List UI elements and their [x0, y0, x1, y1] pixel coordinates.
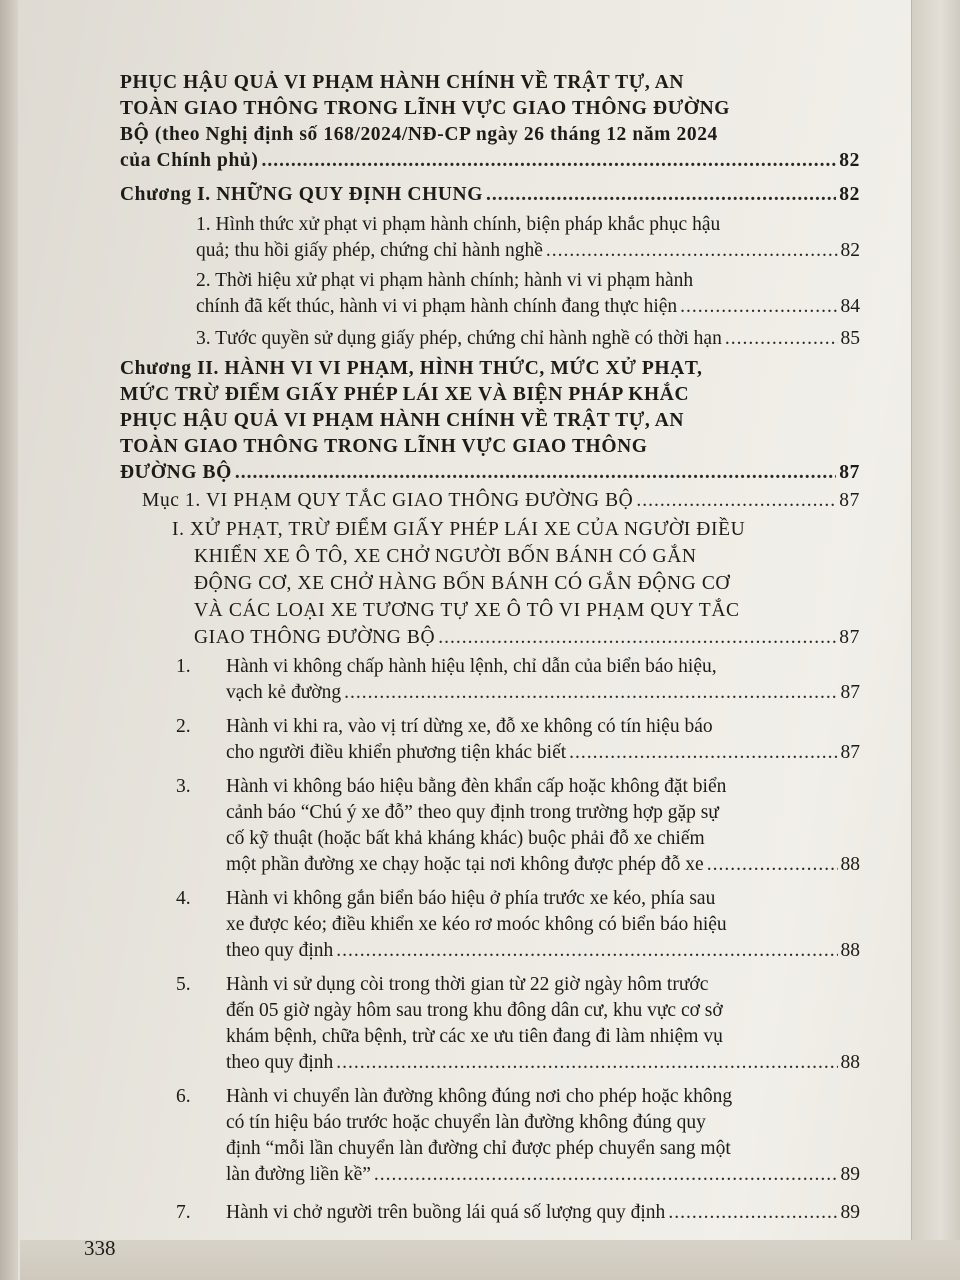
page-ref: 85 — [840, 328, 860, 349]
page-ref: 87 — [840, 682, 860, 703]
toc-line: quả; thu hồi giấy phép, chứng chỉ hành nghề — [196, 240, 543, 261]
item-number: 6. — [176, 1086, 191, 1107]
toc-line: có tín hiệu báo trước hoặc chuyển làn đường không đúng quy — [226, 1112, 706, 1133]
toc-muc-1 — [142, 488, 860, 514]
toc-line: GIAO THÔNG ĐƯỜNG BỘ — [194, 627, 436, 648]
toc-line: cho người điều khiển phương tiện khác biết — [226, 742, 567, 763]
toc-item-5 — [176, 972, 860, 1080]
page-ref: 84 — [840, 296, 860, 317]
toc-line: ĐỘNG CƠ, XE CHỞ HÀNG BỐN BÁNH CÓ GẮN ĐỘNG CƠ — [194, 573, 731, 594]
toc-last-line — [226, 740, 860, 766]
toc-line: cố kỹ thuật (hoặc bất khả kháng khác) buộc phải đỗ xe chiếm — [226, 828, 705, 849]
item-number: 4. — [176, 888, 191, 909]
toc-chapter-2 — [120, 356, 860, 486]
toc-last-line — [226, 680, 860, 706]
toc-line: Hành vi sử dụng còi trong thời gian từ 22 giờ ngày hôm trước — [226, 974, 709, 995]
toc-line: 1. Hình thức xử phạt vi phạm hành chính, biện pháp khắc phục hậu — [196, 214, 721, 235]
dot-leader — [344, 680, 837, 706]
toc-line: VÀ CÁC LOẠI XE TƯƠNG TỰ XE Ô TÔ VI PHẠM QUY TẮC — [194, 600, 740, 621]
toc-line: 3. Tước quyền sử dụng giấy phép, chứng chỉ hành nghề có thời hạn — [196, 328, 722, 349]
toc-line: vạch kẻ đường — [226, 682, 342, 703]
toc-line: theo quy định — [226, 940, 334, 961]
toc-line: Hành vi không báo hiệu bằng đèn khẩn cấp hoặc không đặt biển — [226, 776, 727, 797]
toc-item-1 — [176, 654, 860, 708]
toc-item-2 — [176, 714, 860, 768]
toc-line: MỨC TRỪ ĐIỂM GIẤY PHÉP LÁI XE VÀ BIỆN PHÁP KHẮC — [120, 384, 690, 405]
toc-line: 2. Thời hiệu xử phạt vi phạm hành chính; hành vi vi phạm hành — [196, 270, 694, 291]
toc-line: cảnh báo “Chú ý xe đỗ” theo quy định trong trường hợp gặp sự — [226, 802, 719, 823]
dot-leader — [374, 1162, 838, 1188]
toc-line: PHỤC HẬU QUẢ VI PHẠM HÀNH CHÍNH VỀ TRẬT TỰ, AN — [120, 72, 685, 93]
toc-line: Chương I. NHỮNG QUY ĐỊNH CHUNG — [120, 184, 483, 205]
item-number: 2. — [176, 716, 191, 737]
toc-line: của Chính phủ) — [120, 150, 259, 171]
book-spine — [0, 0, 18, 1280]
page-ref: 87 — [839, 627, 860, 648]
toc-line: khám bệnh, chữa bệnh, trừ các xe ưu tiên đang đi làm nhiệm vụ — [226, 1026, 723, 1047]
page-ref: 89 — [840, 1164, 860, 1185]
toc-item-4 — [176, 886, 860, 968]
page-ref: 88 — [840, 854, 860, 875]
toc-item-3 — [176, 774, 860, 882]
toc-line: xe được kéo; điều khiển xe kéo rơ moóc không có biển báo hiệu — [226, 914, 727, 935]
dot-leader — [261, 148, 836, 174]
toc-last-line — [196, 294, 860, 320]
item-number: 1. — [176, 656, 191, 677]
dot-leader — [725, 326, 838, 352]
dot-leader — [569, 740, 837, 766]
toc-line: TOÀN GIAO THÔNG TRONG LĨNH VỰC GIAO THÔNG — [120, 436, 648, 457]
dot-leader — [707, 852, 838, 878]
item-number: 5. — [176, 974, 191, 995]
toc-part-1 — [172, 516, 860, 651]
page-number: 338 — [84, 1236, 116, 1260]
page-ref: 82 — [840, 240, 860, 261]
page-ref: 88 — [840, 940, 860, 961]
toc-last-line — [120, 148, 860, 174]
item-number: 7. — [176, 1202, 191, 1223]
toc-line: Hành vi chuyển làn đường không đúng nơi cho phép hoặc không — [226, 1086, 733, 1107]
toc-line: một phần đường xe chạy hoặc tại nơi không được phép đỗ xe — [226, 854, 704, 875]
toc-section-continued — [120, 70, 860, 174]
toc-line: Chương II. HÀNH VI VI PHẠM, HÌNH THỨC, MỨC XỬ PHẠT, — [120, 358, 703, 379]
toc-line: đến 05 giờ ngày hôm sau trong khu đông dân cư, khu vực cơ sở — [226, 1000, 723, 1021]
toc-last-line — [196, 238, 860, 264]
toc-line: PHỤC HẬU QUẢ VI PHẠM HÀNH CHÍNH VỀ TRẬT TỰ, AN — [120, 410, 685, 431]
page-ref: 87 — [840, 742, 860, 763]
toc-item-6 — [176, 1084, 860, 1192]
dot-leader — [680, 294, 837, 320]
page-ref: 89 — [840, 1202, 860, 1223]
toc-last-line — [120, 460, 860, 486]
page-ref: 82 — [839, 150, 860, 171]
dot-leader — [546, 238, 838, 264]
dot-leader — [668, 1200, 837, 1226]
toc-line: Hành vi không chấp hành hiệu lệnh, chỉ dẫn của biển báo hiệu, — [226, 656, 717, 677]
dot-leader — [486, 182, 836, 208]
toc-line: I. XỬ PHẠT, TRỪ ĐIỂM GIẤY PHÉP LÁI XE CỦA NGƯỜI ĐIỀU — [172, 519, 746, 540]
toc-line: Hành vi chở người trên buồng lái quá số lượng quy định — [226, 1202, 666, 1223]
toc-line: TOÀN GIAO THÔNG TRONG LĨNH VỰC GIAO THÔNG ĐƯỜNG — [120, 98, 731, 119]
dot-leader — [336, 938, 837, 964]
page-ref: 87 — [839, 462, 860, 483]
toc-line: làn đường liền kề” — [226, 1164, 371, 1185]
next-page-edge — [911, 0, 960, 1280]
toc-last-line — [226, 852, 860, 878]
toc-page — [60, 40, 860, 1268]
dot-leader — [636, 488, 836, 514]
page-ref: 82 — [839, 184, 860, 205]
toc-line: theo quy định — [226, 1052, 334, 1073]
page-ref: 87 — [839, 490, 860, 511]
toc-line: BỘ (theo Nghị định số 168/2024/NĐ-CP ngày 26 tháng 12 năm 2024 — [120, 124, 718, 145]
dot-leader — [438, 624, 836, 651]
toc-chapter-1 — [120, 182, 860, 208]
page-ref: 88 — [840, 1052, 860, 1073]
toc-chapter1-item-1 — [196, 212, 860, 264]
toc-chapter1-item-3 — [196, 326, 860, 352]
toc-last-line — [226, 938, 860, 964]
dot-leader — [336, 1050, 837, 1076]
toc-item-7 — [176, 1200, 860, 1228]
toc-last-line — [226, 1050, 860, 1076]
toc-line: Hành vi khi ra, vào vị trí dừng xe, đỗ xe không có tín hiệu báo — [226, 716, 713, 737]
toc-line: Mục 1. VI PHẠM QUY TẮC GIAO THÔNG ĐƯỜNG BỘ — [142, 490, 634, 511]
toc-line: ĐƯỜNG BỘ — [120, 462, 232, 483]
item-number: 3. — [176, 776, 191, 797]
toc-line: KHIỂN XE Ô TÔ, XE CHỞ NGƯỜI BỐN BÁNH CÓ GẮN — [194, 546, 697, 567]
toc-line: chính đã kết thúc, hành vi vi phạm hành chính đang thực hiện — [196, 296, 678, 317]
toc-last-line — [226, 1200, 860, 1226]
toc-line: định “mỗi lần chuyển làn đường chỉ được phép chuyển sang một — [226, 1138, 731, 1159]
toc-chapter1-item-2 — [196, 268, 860, 320]
toc-last-line — [172, 624, 860, 651]
dot-leader — [235, 460, 836, 486]
toc-last-line — [120, 182, 860, 208]
toc-last-line — [196, 326, 860, 352]
toc-line: Hành vi không gắn biển báo hiệu ở phía trước xe kéo, phía sau — [226, 888, 716, 909]
toc-last-line — [226, 1162, 860, 1188]
toc-last-line — [142, 488, 860, 514]
